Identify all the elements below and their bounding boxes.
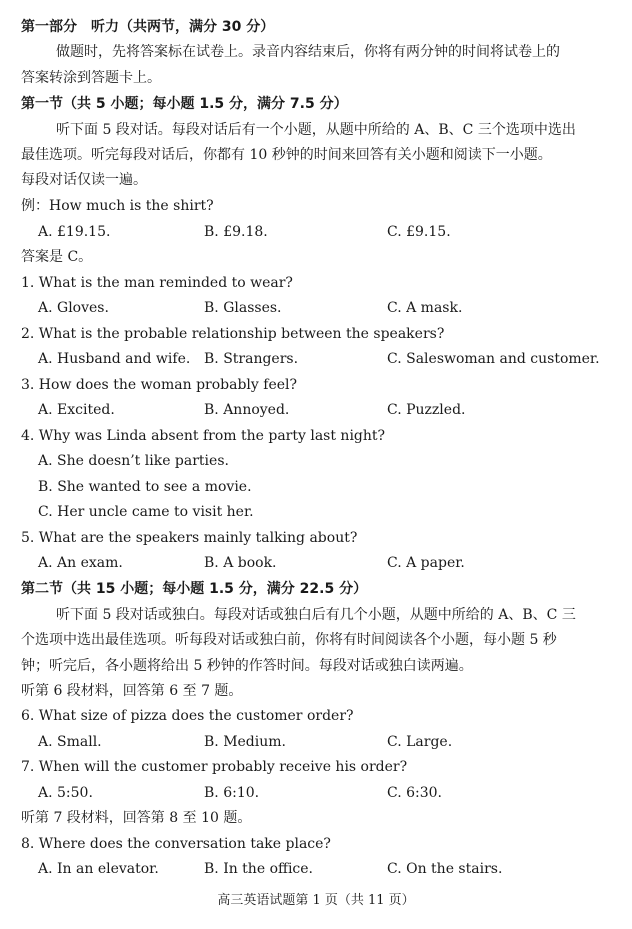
section1-title: 第一节（共 5 小题；每小题 1.5 分，满分 7.5 分） (21, 96, 348, 112)
question-7-option-a: A. 5:50. (38, 785, 93, 801)
section2-instr-line3: 钟；听完后，各小题将给出 5 秒钟的作答时间。每段对话或独白读两遍。 (21, 658, 473, 674)
question-4-stem: 4. Why was Linda absent from the party last night? (21, 428, 386, 444)
question-5-stem: 5. What are the speakers mainly talking about? (21, 530, 358, 546)
page-footer: 高三英语试题第 1 页（共 11 页） (217, 893, 415, 908)
question-5-option-c: C. A paper. (387, 555, 465, 571)
question-6-stem: 6. What size of pizza does the customer order? (21, 708, 354, 724)
section2-instr-line1: 听下面 5 段对话或独白。每段对话或独白后有几个小题，从题中所给的 A、B、C 三 (56, 607, 576, 623)
question-8-option-b: B. In the office. (204, 861, 313, 877)
question-6-option-c: C. Large. (387, 734, 453, 750)
part1-title: 第一部分 听力（共两节，满分 30 分） (21, 19, 275, 35)
example-option-a: A. £19.15. (38, 224, 111, 240)
section2-title: 第二节（共 15 小题；每小题 1.5 分，满分 22.5 分） (21, 581, 368, 597)
example-question: 例：How much is the shirt? (21, 198, 214, 214)
question-1-option-c: C. A mask. (387, 300, 463, 316)
material-7-heading: 听第 7 段材料，回答第 8 至 10 题。 (21, 810, 252, 826)
question-3-stem: 3. How does the woman probably feel? (21, 377, 297, 393)
example-option-c: C. £9.15. (387, 224, 451, 240)
material-6-heading: 听第 6 段材料，回答第 6 至 7 题。 (21, 683, 243, 699)
question-6-option-a: A. Small. (38, 734, 102, 750)
example-option-b: B. £9.18. (204, 224, 268, 240)
question-1-option-a: A. Gloves. (38, 300, 109, 316)
question-4-option-a: A. She doesn’t like parties. (38, 453, 229, 469)
question-8-option-c: C. On the stairs. (387, 861, 503, 877)
question-7-option-c: C. 6:30. (387, 785, 443, 801)
part1-intro-line2: 答案转涂到答题卡上。 (21, 70, 161, 86)
question-2-stem: 2. What is the probable relationship between the speakers? (21, 326, 445, 342)
question-2-option-c: C. Saleswoman and customer. (387, 351, 600, 367)
section1-instr-line2: 最佳选项。听完每段对话后，你都有 10 秒钟的时间来回答有关小题和阅读下一小题。 (21, 147, 552, 163)
section1-instr-line1: 听下面 5 段对话。每段对话后有一个小题，从题中所给的 A、B、C 三个选项中选出 (56, 122, 576, 138)
question-3-option-b: B. Annoyed. (204, 402, 290, 418)
question-2-option-a: A. Husband and wife. (38, 351, 191, 367)
question-2-option-b: B. Strangers. (204, 351, 299, 367)
question-8-stem: 8. Where does the conversation take place? (21, 836, 331, 852)
question-5-option-a: A. An exam. (38, 555, 123, 571)
question-4-option-c: C. Her uncle came to visit her. (38, 504, 254, 520)
question-1-stem: 1. What is the man reminded to wear? (21, 275, 293, 291)
question-3-option-c: C. Puzzled. (387, 402, 466, 418)
question-3-option-a: A. Excited. (38, 402, 115, 418)
question-5-option-b: B. A book. (204, 555, 277, 571)
question-7-option-b: B. 6:10. (204, 785, 260, 801)
section2-instr-line2: 个选项中选出最佳选项。听每段对话或独白前，你将有时间阅读各个小题，每小题 5 秒 (21, 632, 557, 648)
question-6-option-b: B. Medium. (204, 734, 286, 750)
question-1-option-b: B. Glasses. (204, 300, 282, 316)
question-4-option-b: B. She wanted to see a movie. (38, 479, 252, 495)
question-7-stem: 7. When will the customer probably receive his order? (21, 759, 408, 775)
question-8-option-a: A. In an elevator. (38, 861, 159, 877)
part1-intro-line1: 做题时，先将答案标在试卷上。录音内容结束后，你将有两分钟的时间将试卷上的 (56, 44, 560, 60)
example-answer: 答案是 C。 (21, 249, 93, 265)
section1-instr-line3: 每段对话仅读一遍。 (21, 172, 147, 188)
